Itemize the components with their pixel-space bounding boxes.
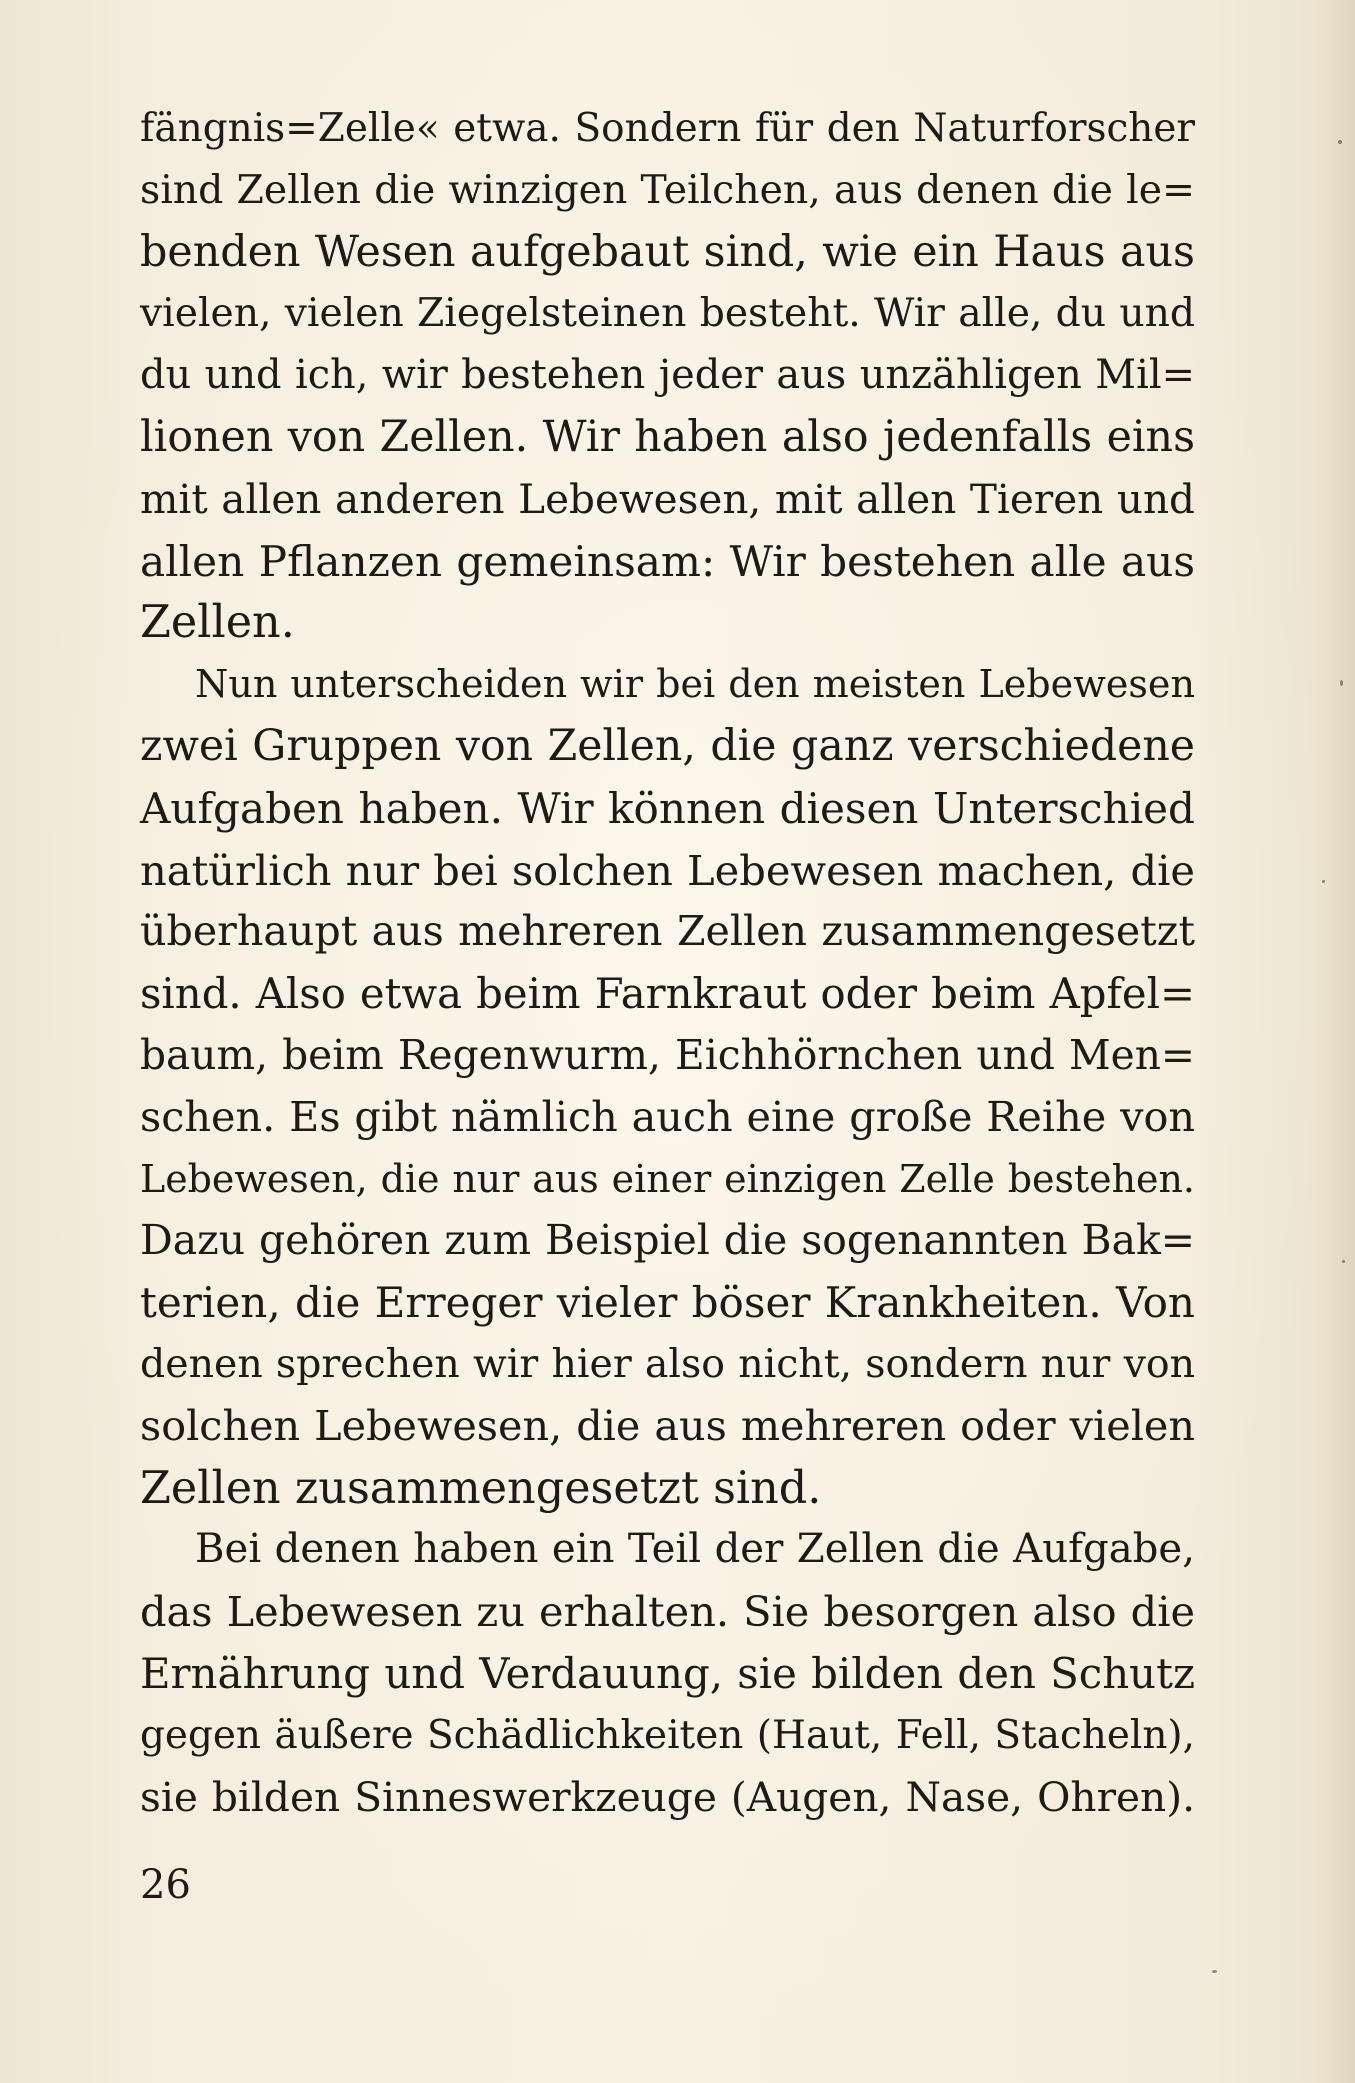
paper-speck	[1342, 1260, 1345, 1263]
text-line: gegen äußere Schädlichkeiten (Haut, Fell, Stacheln),	[140, 1712, 1195, 1758]
text-line: Lebewesen, die nur aus einer einzigen Zelle bestehen.	[140, 1156, 1195, 1201]
text-line: sie bilden Sinneswerkzeuge (Augen, Nase, Ohren).	[140, 1772, 1195, 1821]
text-line: du und ich, wir bestehen jeder aus unzähligen Mil=	[140, 352, 1195, 399]
page-edge-shadow	[1315, 0, 1355, 2083]
text-line: terien, die Erreger vieler böser Krankheiten. Von	[140, 1278, 1195, 1328]
text-line: das Lebewesen zu erhalten. Sie besorgen also die	[140, 1587, 1195, 1637]
paragraph-1	[140, 98, 1195, 654]
text-line: überhaupt aus mehreren Zellen zusammengesetzt	[140, 907, 1195, 956]
paper-speck	[1338, 140, 1342, 144]
body-text	[140, 98, 1195, 1828]
text-line: sind Zellen die winzigen Teilchen, aus denen die le=	[140, 166, 1195, 213]
text-line: solchen Lebewesen, die aus mehreren oder vielen	[140, 1401, 1195, 1450]
text-line: schen. Es gibt nämlich auch eine große Reihe von	[140, 1092, 1195, 1141]
text-line: sind. Also etwa beim Farnkraut oder beim Apfel=	[140, 969, 1195, 1019]
paper-speck	[1322, 880, 1325, 883]
text-line: Aufgaben haben. Wir können diesen Unterschied	[140, 783, 1195, 833]
text-line: baum, beim Regenwurm, Eichhörnchen und Men=	[140, 1030, 1195, 1079]
text-line: lionen von Zellen. Wir haben also jedenfalls eins	[140, 411, 1195, 462]
text-line: mit allen anderen Lebewesen, mit allen Tieren und	[140, 474, 1195, 523]
text-line: Nun unterscheiden wir bei den meisten Lebewesen	[195, 662, 1195, 707]
paragraph-2	[140, 654, 1195, 1519]
text-line: benden Wesen aufgebaut sind, wie ein Haus aus	[140, 226, 1195, 277]
paper-speck	[1212, 1970, 1217, 1973]
paper-speck	[1340, 680, 1343, 686]
text-line: Dazu gehören zum Beispiel die sogenannten Bak=	[140, 1216, 1195, 1265]
text-line: natürlich nur bei solchen Lebewesen machen, die	[140, 845, 1195, 895]
text-line: allen Pflanzen gemeinsam: Wir bestehen alle aus	[140, 536, 1195, 586]
text-line: Bei denen haben ein Teil der Zellen die Aufgabe,	[195, 1526, 1195, 1573]
text-line: fängnis=Zelle« etwa. Sondern für den Naturforscher	[140, 106, 1195, 151]
text-line: zwei Gruppen von Zellen, die ganz verschiedene	[140, 720, 1195, 771]
paragraph-3	[140, 1519, 1195, 1828]
text-line: Zellen.	[140, 597, 295, 649]
text-line: denen sprechen wir hier also nicht, sondern nur von	[140, 1340, 1195, 1387]
text-line: Ernährung und Verdauung, sie bilden den Schutz	[140, 1648, 1195, 1698]
text-line: vielen, vielen Ziegelsteinen besteht. Wir alle, du und	[140, 291, 1195, 337]
text-line: Zellen zusammengesetzt sind.	[140, 1462, 822, 1514]
page-number: 26	[140, 1862, 191, 1908]
